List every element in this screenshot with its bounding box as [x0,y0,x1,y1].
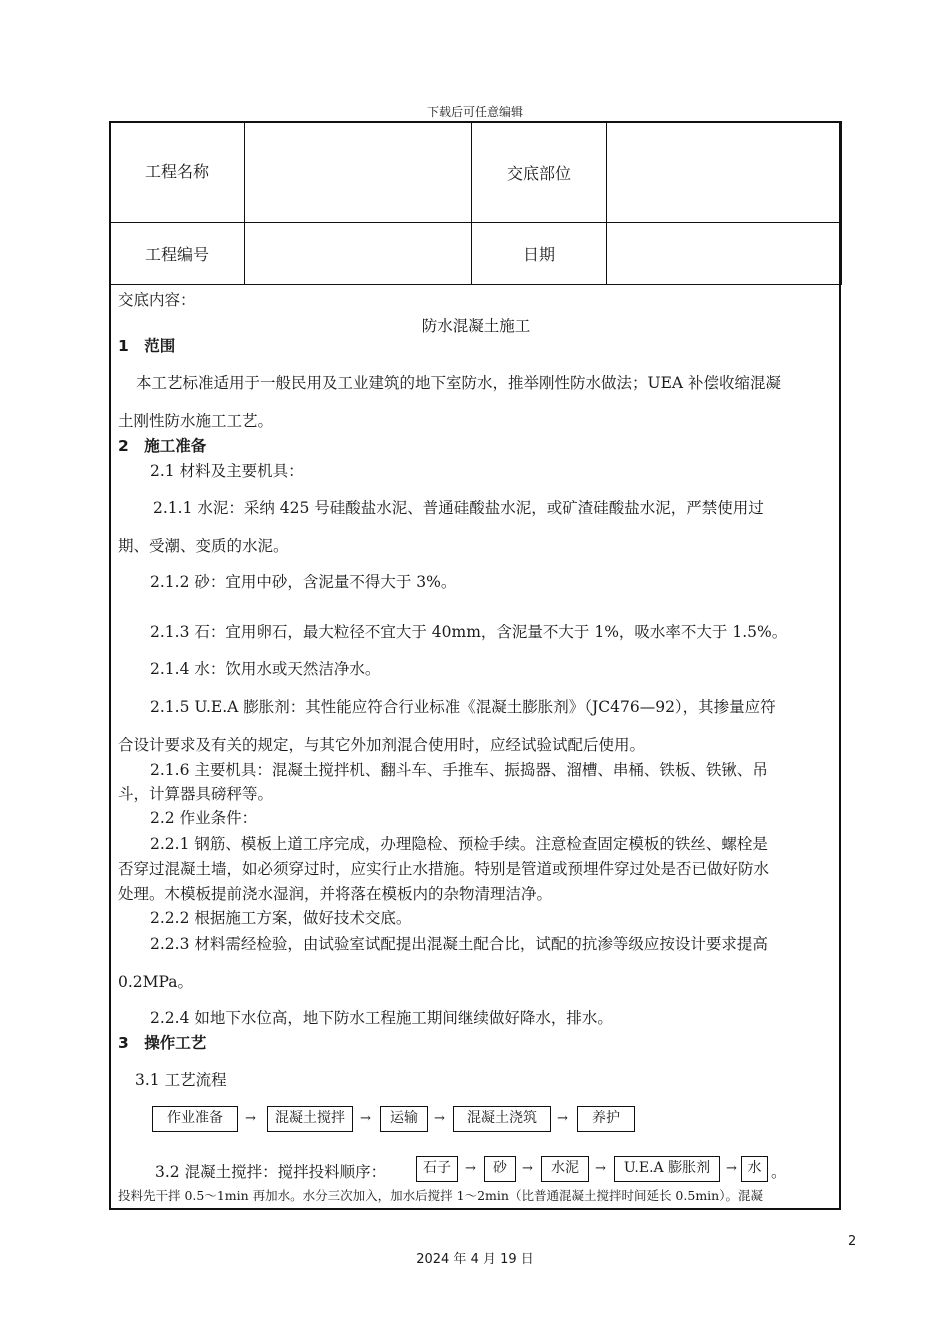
project-number-label: 工程编号 [110,223,245,285]
mix-item: 砂 [484,1156,516,1182]
paragraph: 2.1.4 水：饮用水或天然洁净水。 [150,660,381,678]
section-1-heading: 1 范围 [118,337,176,355]
section-2-heading: 2 施工准备 [118,437,207,455]
paragraph: 2.2.4 如地下水位高，地下防水工程施工期间继续做好降水，排水。 [150,1009,613,1027]
handover-part-label: 交底部位 [472,122,607,223]
paragraph: 本工艺标准适用于一般民用及工业建筑的地下室防水，推举刚性防水做法；UEA 补偿收缩混凝 [136,374,782,392]
header-note: 下载后可任意编辑 [426,105,523,119]
arrow-icon: → [360,1111,371,1126]
paragraph: 2.1.3 石：宜用卵石，最大粒径不宜大于 40mm，含泥量不大于 1%，吸水率不大于 1.5%。 [150,623,788,641]
flow-step: 混凝土浇筑 [453,1106,551,1132]
project-number-value[interactable] [245,223,472,285]
flow-step: 运输 [380,1106,428,1132]
flow-step: 作业准备 [152,1106,238,1132]
arrow-icon: → [434,1111,445,1126]
paragraph: 2.2.3 材料需经检验，由试验室试配提出混凝土配合比，试配的抗渗等级应按设计要求提高 [150,935,768,953]
mix-order-label: 3.2 混凝土搅拌：搅拌投料顺序： [155,1163,387,1181]
handover-part-value[interactable] [607,122,842,223]
paragraph: 处理。木模板提前浇水湿润，并将落在模板内的杂物清理洁净。 [118,885,553,903]
paragraph: 3.1 工艺流程 [135,1071,227,1089]
document-title: 防水混凝土施工 [421,317,531,335]
paragraph: 斗，计算器具磅秤等。 [118,785,274,803]
paragraph: 2.2.1 钢筋、模板上道工序完成，办理隐检、预检手续。注意检查固定模板的铁丝、螺栓是 [150,835,768,853]
paragraph: 投料先干拌 0.5～1min 再加水。水分三次加入，加水后搅拌 1～2min（比普通混凝土搅拌时间延长 0.5min）。混凝 [118,1188,763,1203]
paragraph: 2.2 作业条件： [150,809,258,827]
arrow-icon: → [245,1111,256,1126]
date-value[interactable] [607,223,842,285]
paragraph: 土刚性防水施工工艺。 [118,412,274,430]
paragraph: 2.2.2 根据施工方案，做好技术交底。 [150,909,412,927]
arrow-icon: → [595,1161,606,1176]
paragraph: 2.1.1 水泥：采纳 425 号硅酸盐水泥、普通硅酸盐水泥，或矿渣硅酸盐水泥，严禁使用过 [153,499,764,517]
flow-step: 混凝土搅拌 [267,1106,353,1132]
footer-date: 2024 年 4 月 19 日 [416,1252,534,1267]
mix-item: 水 [741,1156,768,1182]
info-table [109,121,842,285]
paragraph: 2.1 材料及主要机具： [150,462,304,480]
period: 。 [771,1163,787,1181]
paragraph: 2.1.5 U.E.A 膨胀剂：其性能应符合行业标准《混凝土膨胀剂》（JC476—92），其掺量应符 [150,698,776,716]
paragraph: 2.1.2 砂：宜用中砂，含泥量不得大于 3%。 [150,573,457,591]
arrow-icon: → [522,1161,533,1176]
paragraph: 2.1.6 主要机具：混凝土搅拌机、翻斗车、手推车、振捣器、溜槽、串桶、铁板、铁锹、吊 [150,761,768,779]
flow-step: 养护 [577,1106,635,1132]
project-name-label: 工程名称 [110,122,245,223]
mix-item: U.E.A 膨胀剂 [614,1156,720,1182]
content-label: 交底内容： [118,291,196,309]
arrow-icon: → [557,1111,568,1126]
paragraph: 期、受潮、变质的水泥。 [118,537,289,555]
project-name-value[interactable] [245,122,472,223]
arrow-icon: → [726,1161,737,1176]
mix-item: 石子 [416,1156,458,1182]
date-label: 日期 [472,223,607,285]
paragraph: 合设计要求及有关的规定，与其它外加剂混合使用时，应经试验试配后使用。 [118,736,646,754]
arrow-icon: → [465,1161,476,1176]
mix-item: 水泥 [541,1156,589,1182]
paragraph: 否穿过混凝土墙，如必须穿过时，应实行止水措施。特别是管道或预埋件穿过处是否已做好防水 [118,860,770,878]
section-3-heading: 3 操作工艺 [118,1034,207,1052]
page-number: 2 [848,1234,857,1249]
paragraph: 0.2MPa。 [118,973,193,991]
